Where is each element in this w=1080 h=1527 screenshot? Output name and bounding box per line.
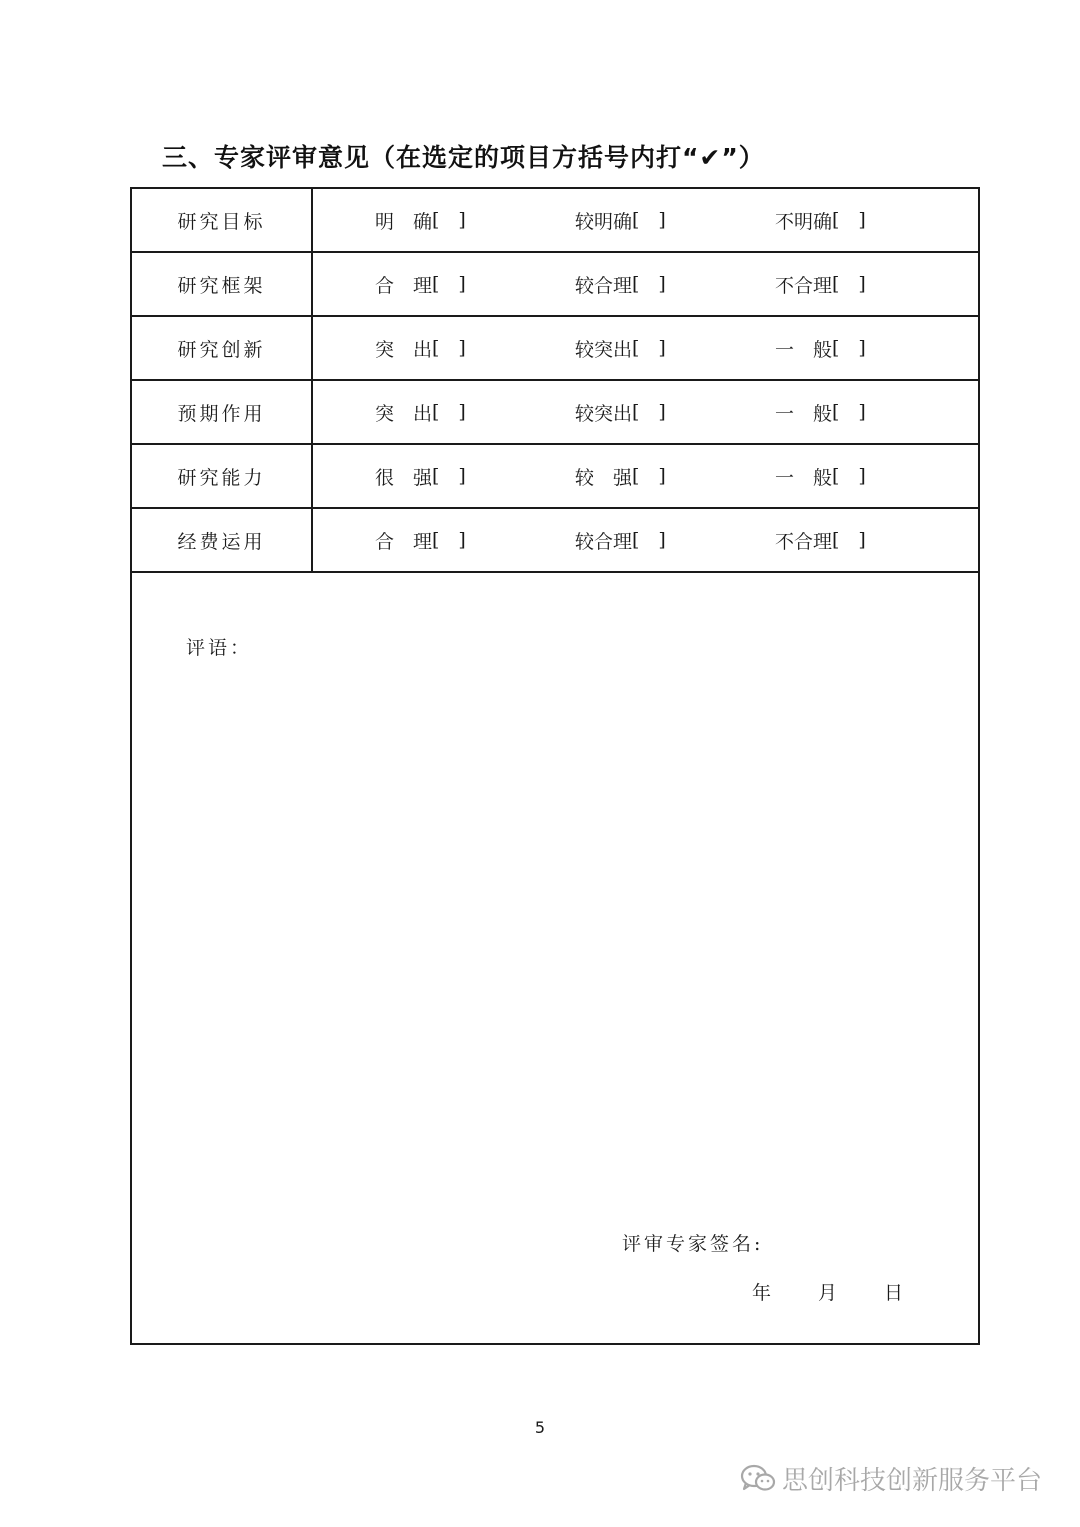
option-2[interactable]: 较突出 [ ] <box>575 337 666 361</box>
option-1[interactable]: 合 理 [ ] <box>375 273 466 297</box>
checkbox-bracket[interactable]: [ ] <box>632 337 666 359</box>
option-2[interactable]: 较 强 [ ] <box>575 465 666 489</box>
wechat-logo-icon <box>740 1464 776 1494</box>
checkbox-bracket[interactable]: [ ] <box>632 529 666 551</box>
signature-label: 评审专家签名: <box>622 1233 764 1255</box>
option-3[interactable]: 不明确 [ ] <box>775 209 866 233</box>
checkbox-bracket[interactable]: [ ] <box>632 273 666 295</box>
option-2[interactable]: 较合理 [ ] <box>575 273 666 297</box>
wechat-watermark <box>740 1460 1042 1497</box>
checkbox-bracket[interactable]: [ ] <box>832 465 866 487</box>
watermark-text: 思创科技创新服务平台 <box>781 1466 1042 1496</box>
option-1[interactable]: 合 理 [ ] <box>375 529 466 553</box>
date-day-label: 日 <box>884 1282 904 1304</box>
checkbox-bracket[interactable]: [ ] <box>432 337 466 359</box>
checkbox-bracket[interactable]: [ ] <box>832 337 866 359</box>
criterion-label: 研究目标 <box>132 189 313 251</box>
option-1[interactable]: 突 出 [ ] <box>375 401 466 425</box>
checkbox-bracket[interactable]: [ ] <box>432 465 466 487</box>
option-3[interactable]: 一 般 [ ] <box>775 401 866 425</box>
option-1[interactable]: 很 强 [ ] <box>375 465 466 489</box>
option-2[interactable]: 较明确 [ ] <box>575 209 666 233</box>
criterion-label: 研究框架 <box>132 253 313 315</box>
option-3[interactable]: 不合理 [ ] <box>775 529 866 553</box>
checkbox-bracket[interactable]: [ ] <box>632 465 666 487</box>
criterion-row-funding-use <box>132 509 978 573</box>
date-year-label: 年 <box>752 1282 772 1304</box>
criterion-label: 预期作用 <box>132 381 313 443</box>
criterion-label: 经费运用 <box>132 509 313 571</box>
section-title: 三、专家评审意见（在选定的项目方括号内打“✔”） <box>162 143 765 172</box>
criterion-row-research-goal <box>132 189 978 253</box>
checkbox-bracket[interactable]: [ ] <box>832 529 866 551</box>
checkbox-bracket[interactable]: [ ] <box>432 529 466 551</box>
checkbox-bracket[interactable]: [ ] <box>632 209 666 231</box>
checkbox-bracket[interactable]: [ ] <box>632 401 666 423</box>
checkbox-bracket[interactable]: [ ] <box>832 209 866 231</box>
criterion-row-research-framework <box>132 253 978 317</box>
checkbox-bracket[interactable]: [ ] <box>432 273 466 295</box>
criterion-row-research-capability <box>132 445 978 509</box>
option-2[interactable]: 较突出 [ ] <box>575 401 666 425</box>
criterion-label: 研究能力 <box>132 445 313 507</box>
comments-area[interactable] <box>132 573 978 1343</box>
review-form-table <box>130 187 980 1345</box>
checkbox-bracket[interactable]: [ ] <box>832 273 866 295</box>
criterion-row-research-innovation <box>132 317 978 381</box>
criterion-label: 研究创新 <box>132 317 313 379</box>
page-number: 5 <box>534 1418 546 1437</box>
comments-label: 评语： <box>186 637 253 659</box>
criterion-row-expected-effect <box>132 381 978 445</box>
option-3[interactable]: 一 般 [ ] <box>775 465 866 489</box>
option-3[interactable]: 一 般 [ ] <box>775 337 866 361</box>
checkbox-bracket[interactable]: [ ] <box>832 401 866 423</box>
checkbox-bracket[interactable]: [ ] <box>432 401 466 423</box>
option-1[interactable]: 明 确 [ ] <box>375 209 466 233</box>
checkbox-bracket[interactable]: [ ] <box>432 209 466 231</box>
option-3[interactable]: 不合理 [ ] <box>775 273 866 297</box>
date-month-label: 月 <box>818 1282 838 1304</box>
option-1[interactable]: 突 出 [ ] <box>375 337 466 361</box>
option-2[interactable]: 较合理 [ ] <box>575 529 666 553</box>
